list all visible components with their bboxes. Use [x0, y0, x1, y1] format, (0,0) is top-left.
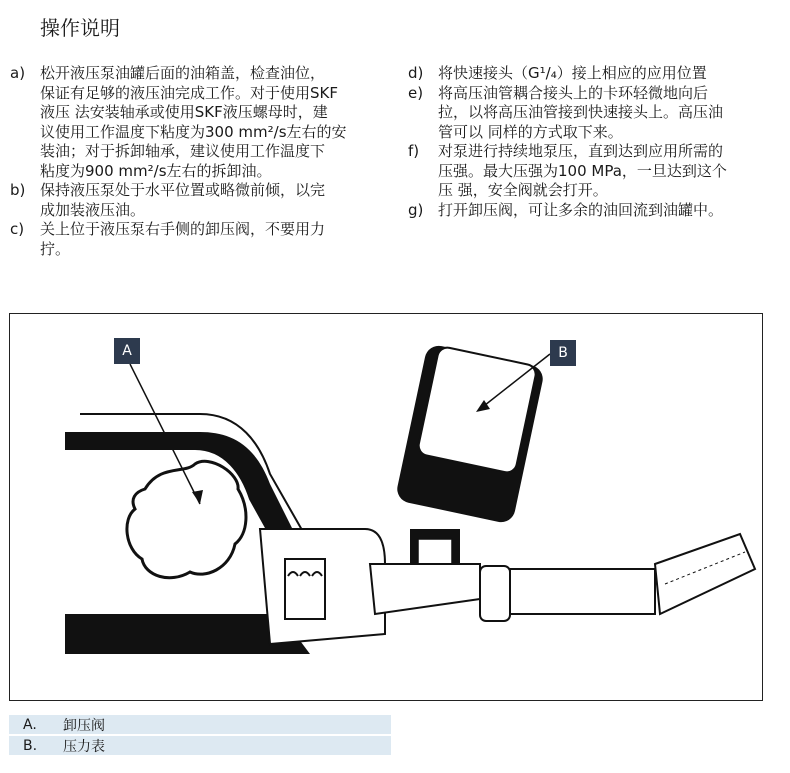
item-text: 松开液压泵油罐后面的油箱盖，检查油位， 保证有足够的液压油完成工作。对于使用SKF 液压 法安装轴承或使用SKF液压螺母时，建 议使用工作温度下粘度为300 mm²/s左右的安 装油；对于拆卸轴承，建议使用工作温度下 粘度为900 mm²/s左右的拆卸油。 [40, 64, 347, 180]
legend-key: A. [23, 716, 37, 733]
instruction-item-c [10, 220, 388, 259]
callout-a: A [114, 338, 140, 364]
item-text: 打开卸压阀，可让多余的油回流到油罐中。 [438, 200, 724, 219]
instruction-item-g [408, 201, 783, 221]
instruction-item-a [10, 64, 388, 181]
pressure-gauge [395, 343, 546, 524]
item-text: 关上位于液压泵右手侧的卸压阀，不要用力 拧。 [40, 220, 326, 258]
instructions-left-column [10, 64, 388, 259]
item-marker: f) [408, 142, 420, 160]
valve-block [285, 559, 325, 619]
page-title: 操作说明 [40, 16, 120, 40]
instruction-item-d [408, 64, 783, 84]
item-marker: d) [408, 64, 424, 82]
item-marker: g) [408, 200, 424, 219]
item-text: 对泵进行持续地泵压，直到达到应用所需的 压强。最大压强为100 MPa，一旦达到这个 压 强，安全阀就会打开。 [438, 142, 727, 199]
item-text: 将快速接头（G¹/₄）接上相应的应用位置 [438, 64, 707, 82]
instruction-item-f [408, 142, 783, 201]
item-text: 将高压油管耦合接头上的卡环轻微地向后 拉，以将高压油管接到快速接头上。高压油 管可以 同样的方式取下来。 [438, 83, 724, 141]
hose [655, 534, 755, 614]
pump-drawing [10, 314, 761, 699]
item-marker: b) [10, 181, 26, 199]
legend-label: 卸压阀 [63, 717, 105, 734]
instructions-right-column [408, 64, 783, 220]
pump-illustration [9, 313, 763, 701]
release-valve-knob [127, 461, 246, 577]
item-marker: c) [10, 220, 25, 238]
figure-legend [9, 715, 391, 757]
item-text: 保持液压泵处于水平位置或略微前倾，以完 成加装液压油。 [40, 181, 326, 219]
legend-label: 压力表 [63, 738, 105, 755]
instruction-item-b [10, 181, 388, 220]
item-marker: e) [408, 83, 424, 102]
item-marker: a) [10, 64, 26, 82]
legend-row-a [9, 715, 391, 734]
legend-key: B. [23, 737, 38, 754]
instruction-item-e [408, 84, 783, 143]
outlet-block [370, 564, 480, 614]
quick-coupling [480, 566, 510, 621]
legend-row-b [9, 736, 391, 755]
callout-b: B [550, 340, 576, 366]
hose-fitting [510, 569, 655, 614]
